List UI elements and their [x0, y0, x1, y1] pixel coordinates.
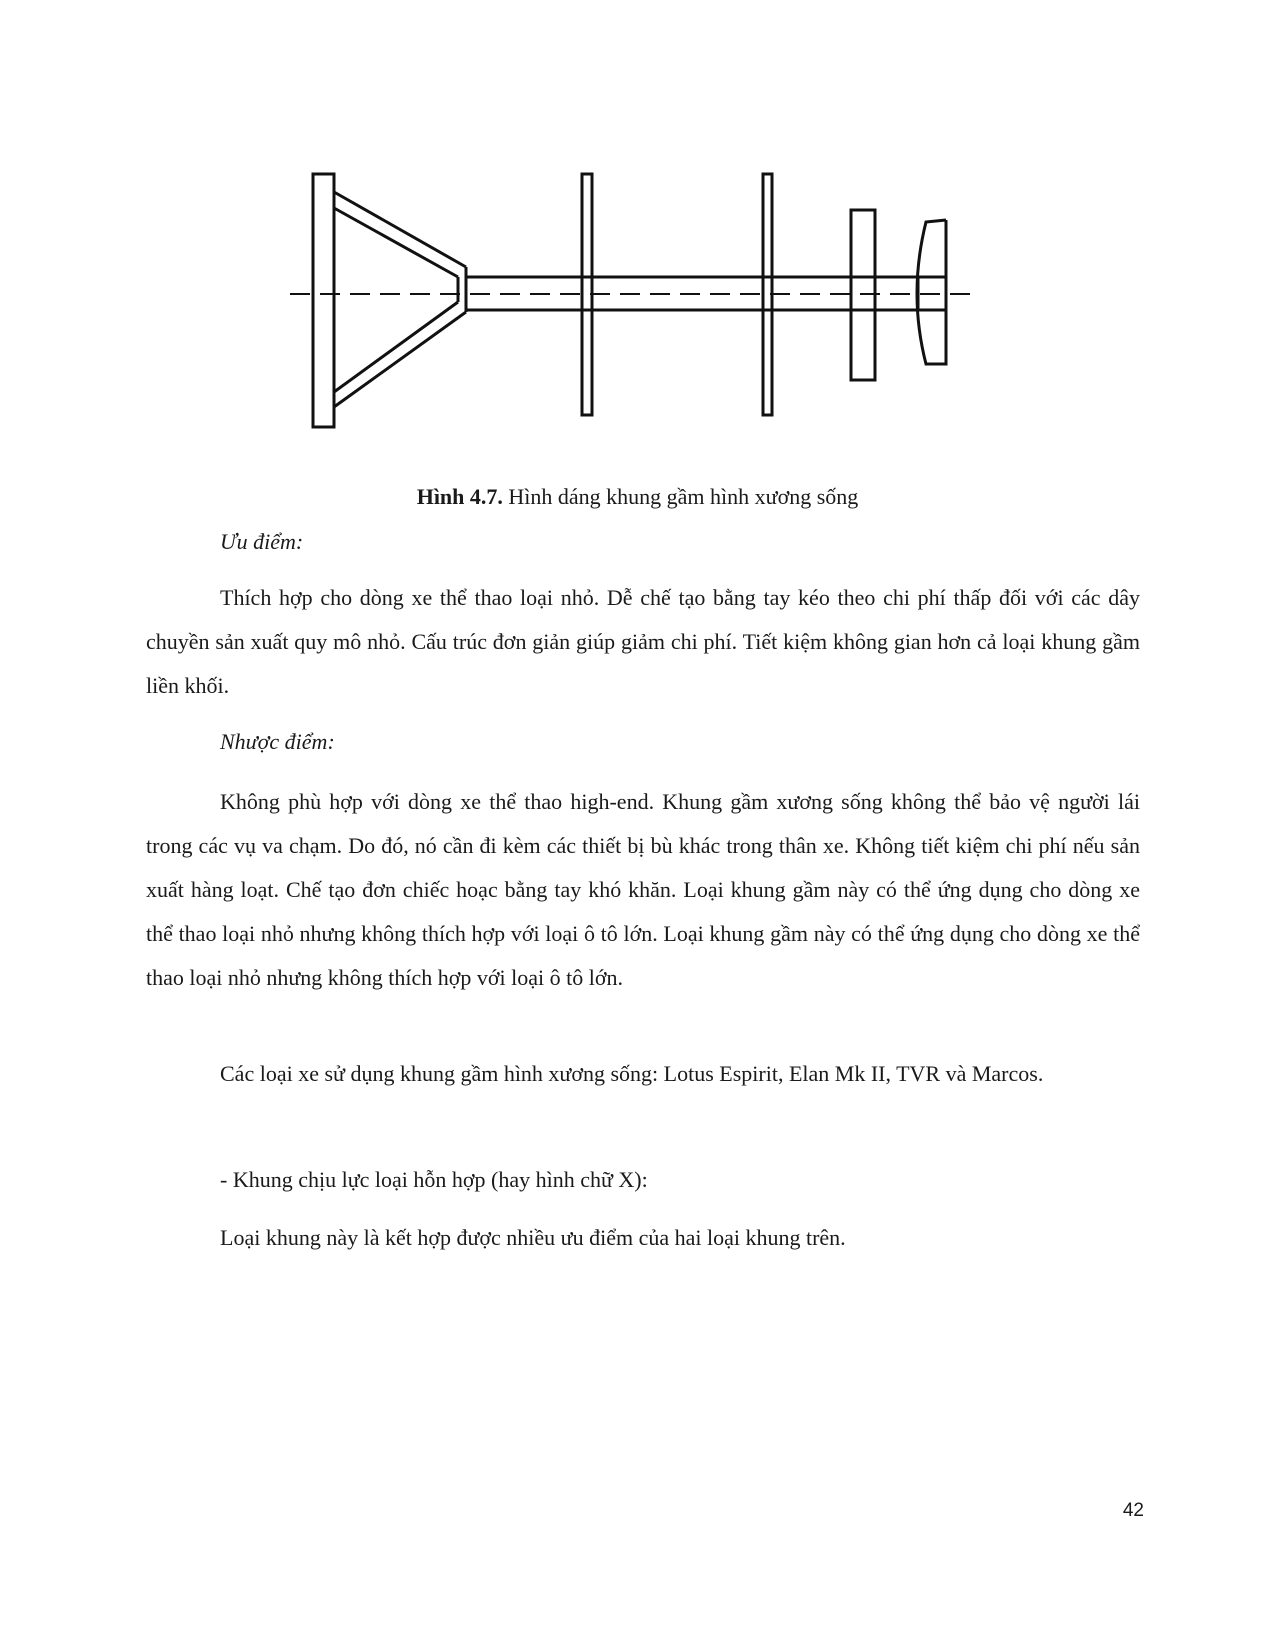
examples-paragraph: Các loại xe sử dụng khung gầm hình xương sống: Lotus Espirit, Elan Mk II, TVR và Marcos.: [220, 1061, 1044, 1086]
backbone-chassis-figure: [290, 172, 1010, 442]
advantages-heading: Ưu điểm:: [220, 529, 304, 554]
page-number: 42: [1122, 1500, 1144, 1521]
figure-caption-text: Hình dáng khung gầm hình xương sống: [502, 484, 859, 509]
disadvantages-heading: Nhược điểm:: [220, 729, 335, 754]
mixed-frame-heading-block: [146, 1158, 1140, 1202]
backbone-chassis-drawing: [290, 172, 1010, 442]
rear-bracket: [917, 220, 946, 364]
mixed-frame-paragraph: Loại khung này là kết hợp được nhiều ưu điểm của hai loại khung trên.: [220, 1225, 846, 1250]
mixed-frame-heading: - Khung chịu lực loại hỗn hợp (hay hình chữ X):: [220, 1167, 648, 1192]
mixed-frame-body: [146, 1216, 1140, 1260]
advantages-paragraph: Thích hợp cho dòng xe thể thao loại nhỏ. Dễ chế tạo bằng tay kéo theo chi phí thấp đối với các dây chuyền sản xuất quy mô nhỏ. Cấu trúc đơn giản giúp giảm chi phí. Tiết kiệm không gian hơn cả loại khung gầm liền khối.: [146, 585, 1140, 698]
advantages-body: [146, 576, 1140, 708]
figure-caption: [0, 482, 1275, 512]
disadvantages-body: [146, 780, 1140, 1000]
disadvantages-paragraph: Không phù hợp với dòng xe thể thao high-end. Khung gầm xương sống không thể bảo vệ người lái trong các vụ va chạm. Do đó, nó cần đi kèm các thiết bị bù khác trong thân xe. Không tiết kiệm chi phí nếu sản xuất hàng loạt. Chế tạo đơn chiếc hoạc bằng tay khó khăn. Loại khung gầm này có thể ứng dụng cho dòng xe thể thao loại nhỏ nhưng không thích hợp với loại ô tô lớn. Loại khung gầm này có thể ứng dụng cho dòng xe thể thao loại nhỏ nhưng không thích hợp với loại ô tô lớn.: [146, 789, 1140, 990]
front-cross-beam: [313, 174, 334, 427]
disadvantages-section: [146, 720, 1140, 764]
figure-caption-label: Hình 4.7.: [416, 484, 503, 509]
examples-body: [146, 1052, 1140, 1096]
advantages-section: [146, 520, 1140, 564]
front-fork: [334, 192, 466, 407]
